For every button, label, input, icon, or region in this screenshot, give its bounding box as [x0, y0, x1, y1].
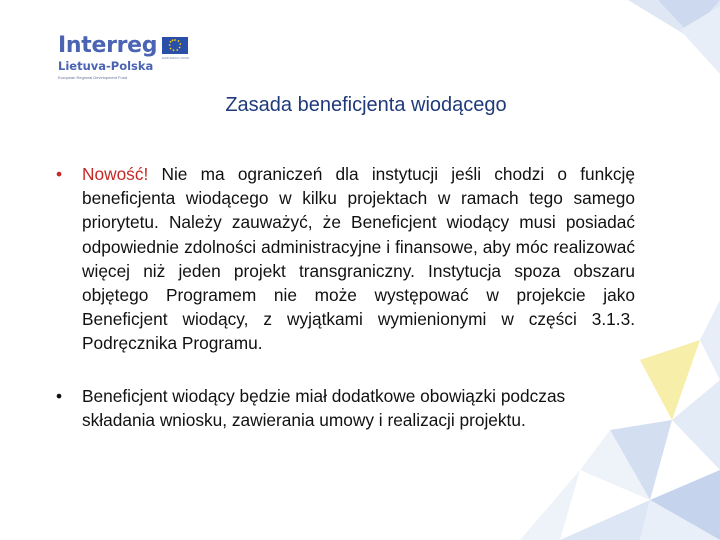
bullet-item	[56, 384, 635, 432]
bullet-dot: •	[56, 385, 63, 406]
logo-name: Interreg	[58, 33, 158, 58]
slide-title	[0, 94, 720, 117]
bullet-dot: •	[56, 164, 63, 184]
bullet-text: Beneficjent wiodący będzie miał dodatkowe obowiązki podczas składania wniosku, zawierania umowy i realizacji projektu.	[82, 385, 566, 430]
bullet-list	[56, 162, 635, 432]
bullet-item	[56, 162, 635, 356]
bullet-highlight: Nowość!	[82, 164, 149, 184]
slide-title-text: Zasada beneficjenta wiodącego	[225, 94, 507, 116]
logo-program: Lietuva-Polska	[58, 59, 154, 73]
interreg-logo	[58, 34, 198, 78]
logo-fund: European Regional Development Fund	[58, 75, 128, 80]
eu-flag-caption: EUROPEAN UNION	[162, 56, 190, 60]
bullet-text: Nie ma ograniczeń dla instytucji jeśli chodzi o funkcję beneficjenta wiodącego w kilku projektach w ramach tego samego priorytetu. Należy zauważyć, że Beneficjent wiodący musi posiadać odpowiednie zdolności administracyjne i finansowe, aby móc realizować więcej niż jeden projekt transgraniczny. Instytucja spoza obszaru objętego Programem nie może występować w projekcie jako Beneficjent wiodący, z wyjątkami wymienionymi w części 3.1.3. Podręcznika Programu.	[82, 164, 635, 354]
eu-flag-icon	[162, 37, 188, 54]
